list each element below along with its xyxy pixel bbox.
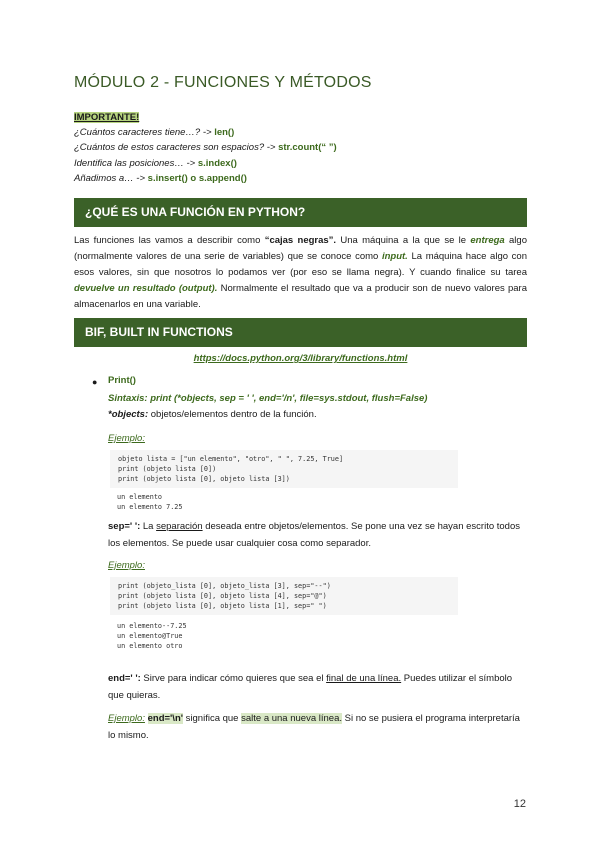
important-line: Añadimos a… -> s.insert() o s.append() [74, 172, 247, 184]
print-title: Print() [108, 375, 136, 386]
page-number: 12 [513, 798, 526, 810]
code-block-2: print (objeto_lista [0], objeto_lista [3], sep="--") print (objeto lista [0], objeto lista [4], sep="@") print (objeto lista [0], objeto lista [1], sep=" ") [110, 577, 458, 615]
output-block-1: un elemento un elemento 7.25 [117, 493, 183, 511]
important-line: ¿Cuántos de estos caracteres son espacios? -> str.count(“ ”) [74, 142, 337, 154]
docs-link[interactable]: https://docs.python.org/3/library/functions.html [193, 353, 408, 364]
section-heading-function: ¿QUÉ ES UNA FUNCIÓN EN PYTHON? [74, 198, 527, 227]
page-title: MÓDULO 2 - FUNCIONES Y MÉTODOS [74, 74, 372, 91]
code-block-1: objeto lista = ["un elemento", "otro", " ", 7.25, True] print (objeto lista [0]) print (objeto lista [0], objeto lista [3]) [110, 450, 458, 488]
sep-param: sep=' ': La separación deseada entre objetos/elementos. Se pone una vez se hayan escrito todos los elementos. Se puede usar cualquier cosa como separador. [108, 521, 520, 549]
print-syntax: Sintaxis: print (*objects, sep = ' ', end='/n', file=sys.stdout, flush=False) [108, 393, 428, 404]
example-label: Ejemplo: [108, 560, 145, 571]
output-block-2: un elemento--7.25 un elemento@True un elemento otro [117, 622, 187, 650]
important-line: ¿Cuántos caracteres tiene…? -> len() [74, 127, 235, 139]
important-line: Identifica las posiciones… -> s.index() [74, 157, 237, 169]
important-heading: IMPORTANTE! [74, 112, 140, 123]
bullet-icon: ● [92, 377, 98, 387]
important-box [74, 110, 337, 186]
objects-param: *objects: objetos/elementos dentro de la función. [108, 409, 317, 420]
function-description: Las funciones las vamos a describir como “cajas negras”. Una máquina a la que se le entrega algo (normalmente valores de una serie de variables) que se conoce como input. La máquina hace algo con esos valores, sin que nosotros lo podamos ver (por eso se llama negra). Y cuando finalice su tarea devuelve un resultado (output). Normalmente el resultado que va a producir son de nuevo valores para almacenarlos en una variable. [74, 235, 528, 310]
example-label: Ejemplo: [108, 433, 145, 444]
end-example: Ejemplo: end='\n' significa que salte a una nueva línea. Si no se pusiera el programa interpretaría lo mismo. [108, 713, 520, 741]
section-heading-bif: BIF, BUILT IN FUNCTIONS [74, 318, 527, 347]
end-param: end=' ': Sirve para indicar cómo quieres que sea el final de una línea. Puedes utilizar el símbolo que quieras. [108, 673, 513, 701]
